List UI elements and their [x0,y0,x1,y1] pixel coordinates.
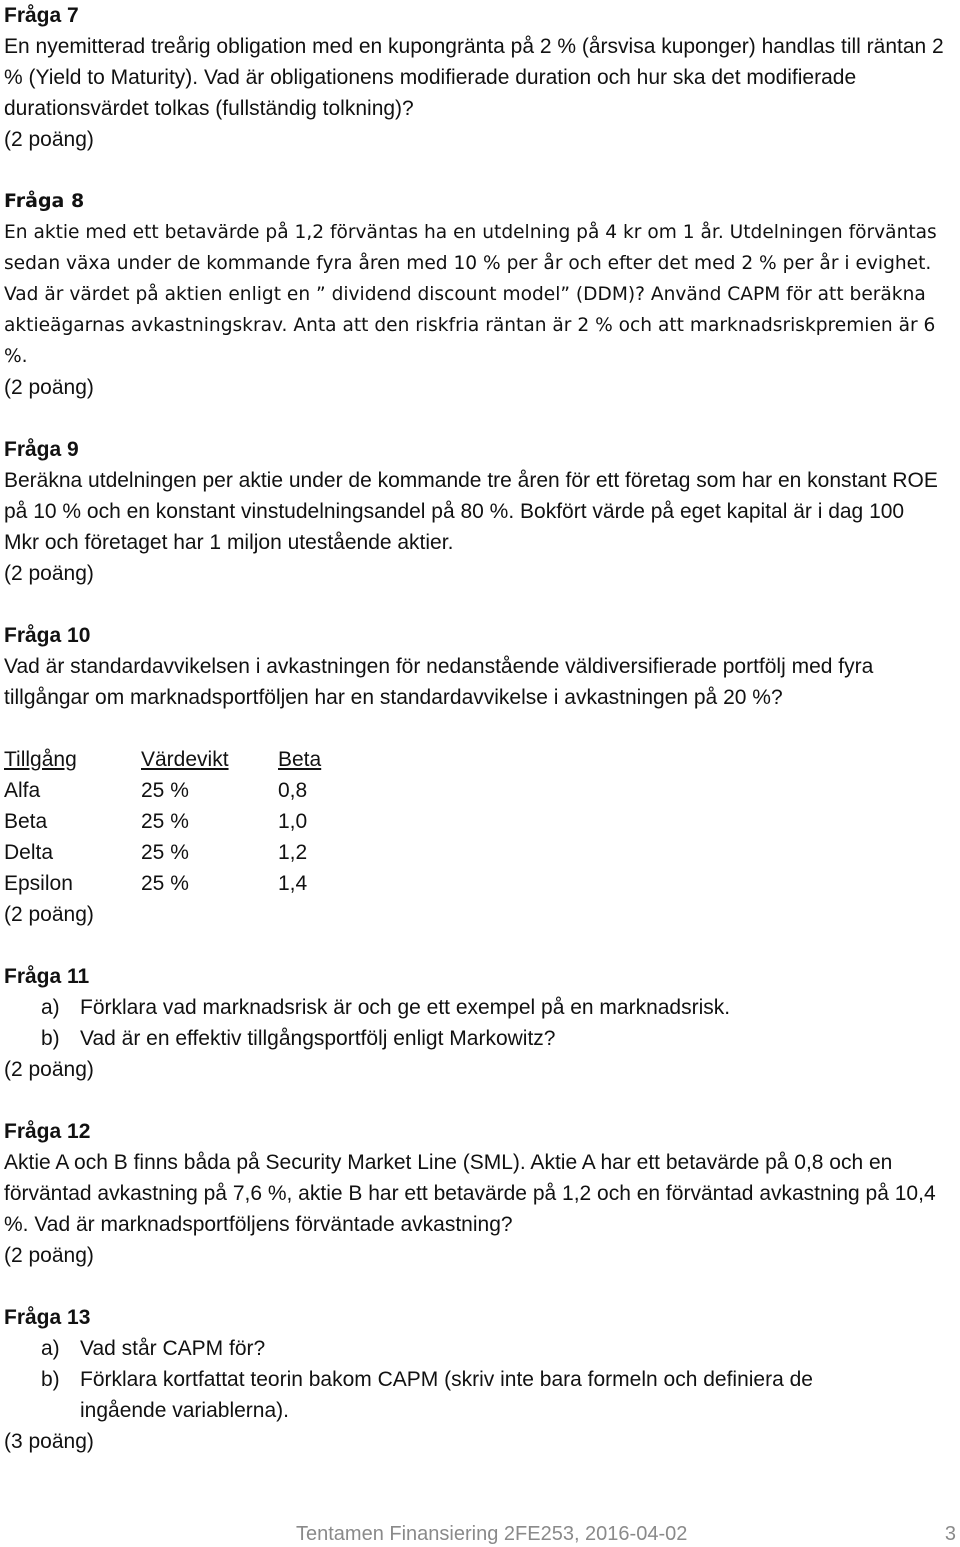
asset-table [4,744,338,899]
question-9 [4,434,960,589]
table-cell: 1,0 [278,810,308,833]
page-number: 3 [944,1523,956,1545]
table-header-row [4,744,338,775]
question-points: (2 poäng) [4,903,94,926]
question-text: Beräkna utdelningen per aktie under de kommande tre åren för ett företag som har en konstant ROE på 10 % och en konstant vinstudelningsandel på 80 %. Bokfört värde på eget kapital är i dag 100 Mkr och företaget har 1 miljon utestående aktier. [4,469,938,554]
list-marker: b) [41,1027,60,1050]
sub-question-list [4,992,960,1054]
table-row [4,837,338,868]
question-7 [4,0,960,155]
question-10 [4,620,960,930]
question-12 [4,1116,960,1271]
list-item [4,1023,960,1054]
table-cell: Delta [4,841,54,864]
table-cell: 1,4 [278,872,308,895]
question-text: En aktie med ett betavärde på 1,2 förväntas ha en utdelning på 4 kr om 1 år. Utdelningen förväntas sedan växa under de kommande fyra åren med 10 % per år och efter det med 2 % per år i evighet. Vad är värdet på aktien enligt en ” dividend discount model” (DDM)? Använd CAPM för att beräkna aktieägarnas avkastningskrav. Anta att den riskfria räntan är 2 % och att marknadsriskpremien är 6 %. [4,222,937,367]
table-cell: 25 % [141,872,189,895]
question-points: (2 poäng) [4,562,94,585]
list-item [4,1333,904,1364]
list-item-text: Förklara vad marknadsrisk är och ge ett exempel på en marknadsrisk. [80,996,731,1019]
question-title: Fråga 10 [4,624,91,647]
table-cell: Epsilon [4,872,73,895]
question-points: (3 poäng) [4,1430,94,1453]
list-item-text: Vad står CAPM för? [80,1337,266,1360]
table-cell: 25 % [141,841,189,864]
question-title: Fråga 12 [4,1120,91,1143]
table-cell: 25 % [141,779,189,802]
table-row [4,806,338,837]
table-row [4,775,338,806]
table-cell: Beta [4,810,48,833]
question-points: (2 poäng) [4,1058,94,1081]
question-title: Fråga 9 [4,438,79,461]
question-points: (2 poäng) [4,128,94,151]
question-title: Fråga 7 [4,4,79,27]
sub-question-list [4,1333,904,1426]
document-page [4,0,960,1457]
list-item-text: Förklara kortfattat teorin bakom CAPM (skriv inte bara formeln och definiera de ingående variablerna). [80,1368,813,1422]
page-footer [0,1521,960,1547]
table-cell: 1,2 [278,841,308,864]
column-header: Värdevikt [141,748,229,771]
list-marker: b) [41,1368,60,1391]
table-row [4,868,338,899]
question-title: Fråga 8 [4,190,85,212]
list-marker: a) [41,1337,60,1360]
list-item [4,992,960,1023]
question-points: (2 poäng) [4,1244,94,1267]
question-11 [4,961,960,1085]
question-8 [4,186,960,403]
question-title: Fråga 13 [4,1306,91,1329]
table-cell: 0,8 [278,779,308,802]
column-header: Tillgång [4,748,77,771]
question-points: (2 poäng) [4,376,94,399]
footer-text: Tentamen Finansiering 2FE253, 2016-04-02 [296,1523,688,1545]
question-text: Vad är standardavvikelsen i avkastningen för nedanstående väldiversifierade portfölj med fyra tillgångar om marknadsportföljen har en standardavvikelse i avkastningen på 20 %? [4,655,874,709]
list-marker: a) [41,996,60,1019]
question-title: Fråga 11 [4,965,90,988]
question-13 [4,1302,960,1457]
table-cell: Alfa [4,779,41,802]
list-item-text: Vad är en effektiv tillgångsportfölj enligt Markowitz? [80,1027,556,1050]
list-item [4,1364,904,1426]
question-text: Aktie A och B finns båda på Security Market Line (SML). Aktie A har ett betavärde på 0,8 och en förväntad avkastning på 7,6 %, aktie B har ett betavärde på 1,2 och en förväntad avkastning på 10,4 %. Vad är marknadsportföljens förväntade avkastning? [4,1151,936,1236]
table-cell: 25 % [141,810,189,833]
column-header: Beta [278,748,322,771]
question-text: En nyemitterad treårig obligation med en kupongränta på 2 % (årsvisa kuponger) handlas till räntan 2 % (Yield to Maturity). Vad är obligationens modifierade duration och hur ska det modifierade durationsvärdet tolkas (fullständig tolkning)? [4,35,944,120]
